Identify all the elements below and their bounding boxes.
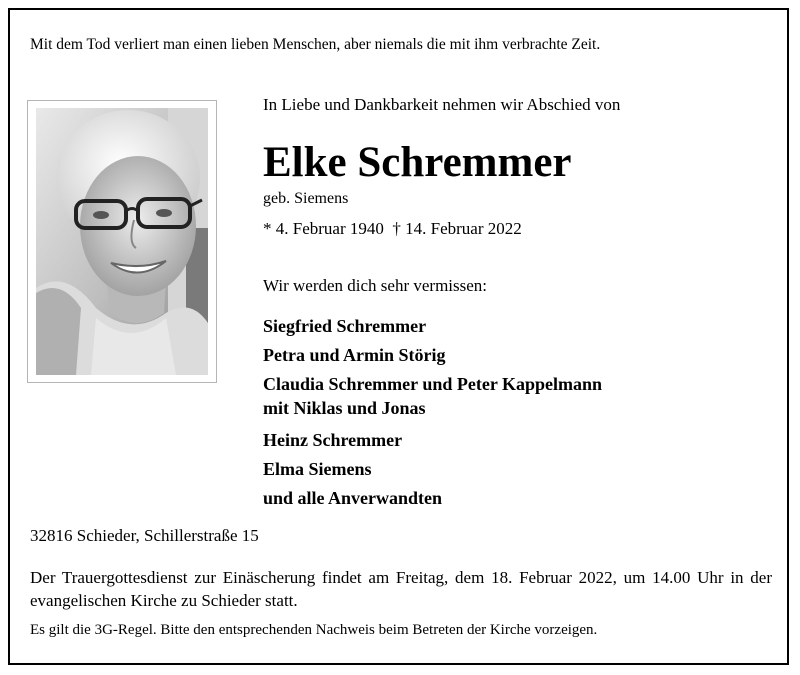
- quote-text: Mit dem Tod verliert man einen lieben Menschen, aber niemals die mit ihm verbrachte Zeit.: [30, 36, 601, 53]
- life-dates: * 4. Februar 1940 † 14. Februar 2022: [263, 219, 522, 238]
- service-info: Der Trauergottesdienst zur Einäscherung findet am Freitag, dem 18. Februar 2022, um 14.00 Uhr in der evangelischen Kirche zu Schieder statt.: [30, 568, 772, 610]
- address: 32816 Schieder, Schillerstraße 15: [30, 526, 259, 545]
- mourner-name: Petra und Armin Störig: [263, 345, 446, 365]
- mourner-name: Heinz Schremmer: [263, 430, 403, 450]
- miss-text: Wir werden dich sehr vermissen:: [263, 276, 488, 295]
- mourners-list: [263, 317, 602, 518]
- birth-name: geb. Siemens: [263, 190, 349, 207]
- deceased-name: Elke Schremmer: [263, 139, 572, 186]
- intro-text: In Liebe und Dankbarkeit nehmen wir Abschied von: [263, 95, 621, 114]
- mourner-name: und alle Anverwandten: [263, 488, 443, 508]
- portrait-photo: [36, 108, 208, 375]
- rule-note: Es gilt die 3G-Regel. Bitte den entsprechenden Nachweis beim Betreten der Kirche vorzeigen.: [30, 622, 598, 638]
- mourner-name: mit Niklas und Jonas: [263, 398, 426, 418]
- mourner-name: Elma Siemens: [263, 459, 372, 479]
- portrait-photo-frame: [27, 100, 217, 383]
- mourner-name: Claudia Schremmer und Peter Kappelmann: [263, 374, 603, 394]
- mourner-name: Siegfried Schremmer: [263, 316, 427, 336]
